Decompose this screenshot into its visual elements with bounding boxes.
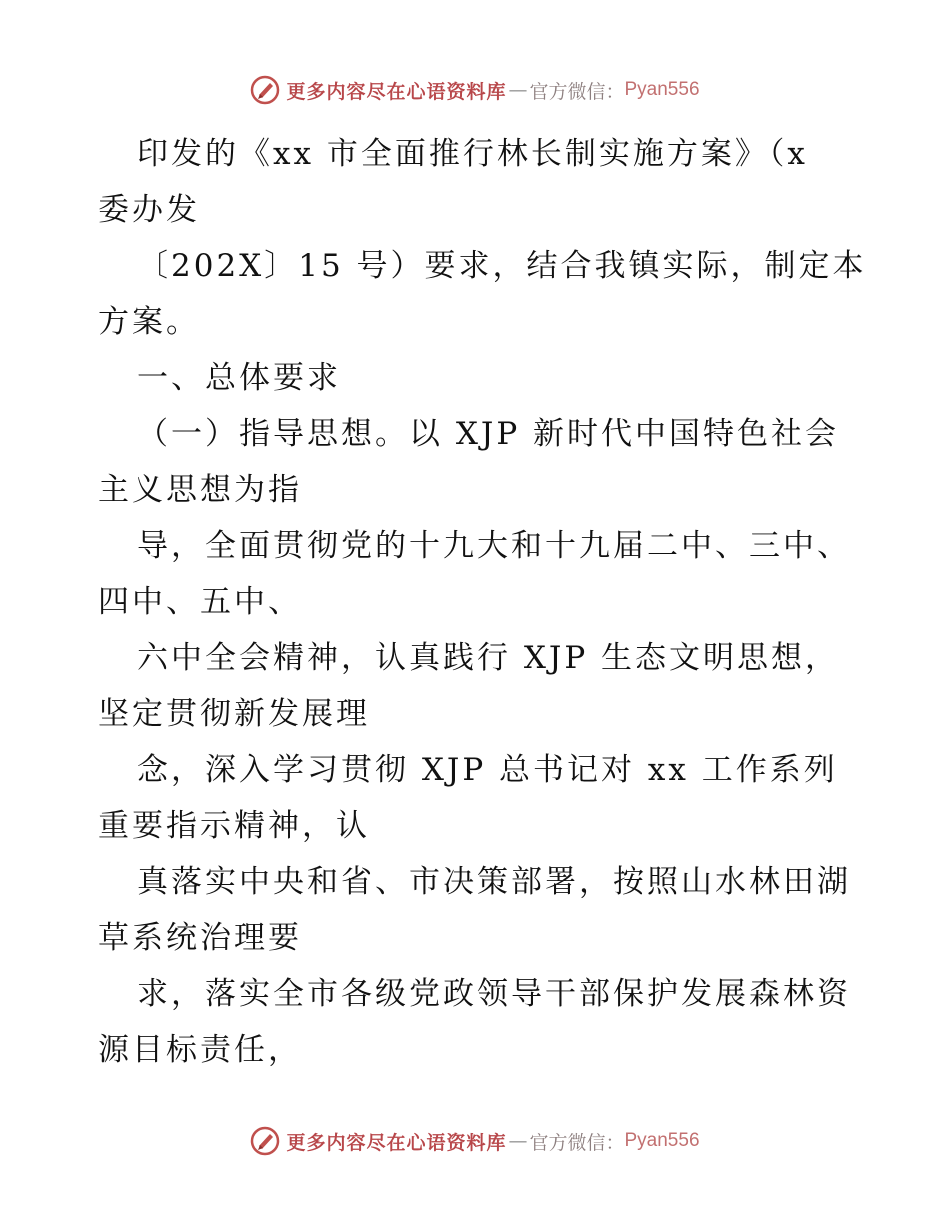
watermark-label: 官方微信： xyxy=(529,80,625,103)
text-line: 委办发 xyxy=(98,192,200,228)
document-body xyxy=(98,126,868,1078)
watermark-label: 官方微信： xyxy=(529,1131,625,1154)
watermark-brand: 更多内容尽在心语资料库 xyxy=(286,1131,507,1154)
section-heading: 一、总体要求 xyxy=(137,360,341,396)
watermark-dash: — xyxy=(508,1130,528,1152)
text-line: 真落实中央和省、市决策部署，按照山水林田湖 xyxy=(137,864,851,900)
watermark-brand: 更多内容尽在心语资料库 xyxy=(286,80,507,103)
watermark-wechat-id: Pyan556 xyxy=(624,79,700,100)
text-line: 主义思想为指 xyxy=(98,472,302,508)
watermark-wechat-id: Pyan556 xyxy=(624,1130,700,1151)
text-line: 印发的《xx 市全面推行林长制实施方案》（x xyxy=(137,136,808,172)
brand-logo-icon xyxy=(250,1126,280,1156)
text-line: 坚定贯彻新发展理 xyxy=(98,696,370,732)
text-line: 方案。 xyxy=(98,304,200,340)
text-line: 求，落实全市各级党政领导干部保护发展森林资 xyxy=(137,976,851,1012)
header-watermark xyxy=(0,70,950,110)
text-line: （一）指导思想。以 XJP 新时代中国特色社会 xyxy=(137,416,840,452)
watermark-dash: — xyxy=(508,79,528,101)
text-line: 重要指示精神，认 xyxy=(98,808,370,844)
text-line: 念，深入学习贯彻 XJP 总书记对 xx 工作系列 xyxy=(137,752,838,788)
footer-watermark xyxy=(0,1121,950,1161)
text-line: 草系统治理要 xyxy=(98,920,302,956)
text-line: 源目标责任， xyxy=(98,1032,302,1068)
text-line: 四中、五中、 xyxy=(98,584,302,620)
text-line: 〔202X〕15 号）要求，结合我镇实际，制定本 xyxy=(137,248,867,284)
brand-logo-icon xyxy=(250,75,280,105)
text-line: 六中全会精神，认真践行 XJP 生态文明思想， xyxy=(137,640,840,676)
text-line: 导，全面贯彻党的十九大和十九届二中、三中、 xyxy=(137,528,851,564)
